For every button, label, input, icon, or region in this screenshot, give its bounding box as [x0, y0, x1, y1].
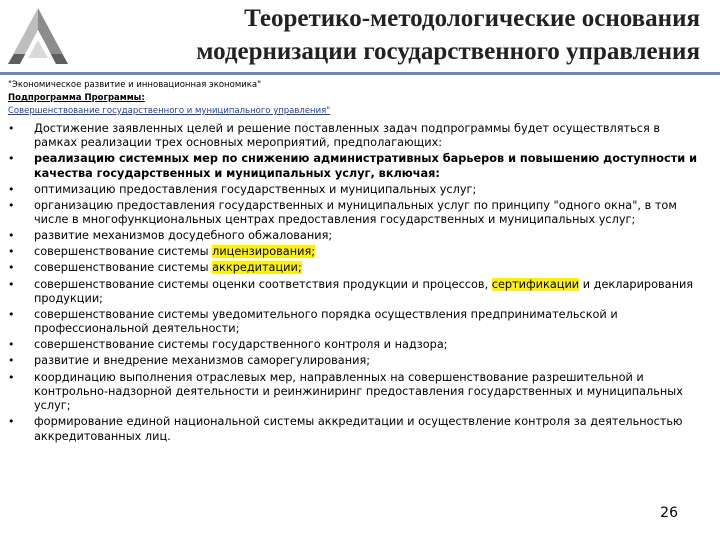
title-line-2: модернизации государственного управления [196, 38, 700, 65]
list-item [8, 308, 698, 337]
list-item [8, 183, 698, 197]
list-item-text: формирование единой национальной системы аккредитации и осуществление контроля за деятельностью аккредитованных лиц. [34, 415, 683, 443]
bullet-icon: • [8, 370, 15, 384]
list-item-text: совершенствование системы [34, 261, 213, 275]
impossible-triangle-logo [6, 6, 70, 70]
list-item-text: развитие и внедрение механизмов саморегулирования; [34, 354, 371, 368]
list-item-text: Достижение заявленных целей и решение поставленных задач подпрограммы будет осуществляться в рамках реализации трех основных мероприятий, предполагающих: [34, 122, 660, 150]
list-item [8, 245, 698, 259]
bullet-icon: • [8, 415, 15, 429]
list-item [8, 354, 698, 368]
list-item-text: координацию выполнения отраслевых мер, направленных на совершенствование разрешительной и контрольно-надзорной деятельности и реинжиниринг предоставления государственных и муниципальных услуг; [34, 370, 683, 413]
bullet-icon: • [8, 198, 15, 212]
list-item [8, 371, 698, 414]
list-item-text: совершенствование системы государственного контроля и надзора; [34, 338, 448, 352]
list-item-text: оптимизацию предоставления государственных и муниципальных услуг; [34, 182, 477, 196]
bullet-list [8, 122, 698, 446]
list-item-text: совершенствование системы уведомительного порядка осуществления предпринимательской и профессиональной деятельности; [34, 307, 618, 336]
bullet-icon: • [8, 182, 15, 196]
bullet-icon: • [8, 338, 15, 352]
list-item [8, 122, 698, 151]
title-line-1: Теоретико-методологические основания [244, 5, 700, 32]
list-item-text: организацию предоставления государственных и муниципальных услуг по принципу "одного окна", в том числе в многофункциональных центрах предоставления государственных и муниципальных услуг; [34, 198, 677, 227]
page-number: 26 [660, 505, 678, 521]
list-item [8, 415, 698, 444]
page-title [90, 2, 700, 68]
list-item [8, 261, 698, 275]
list-item-text: реализацию системных мер по снижению административных барьеров и повышению доступности и качества государственных и муниципальных услуг, включая: [34, 152, 698, 180]
bullet-icon: • [8, 354, 15, 368]
bullet-icon: • [8, 277, 15, 291]
list-item [8, 152, 698, 181]
highlighted-text: сертификации [491, 277, 580, 291]
bullet-icon: • [8, 261, 15, 275]
subprogram-label: Подпрограмма Программы: [8, 93, 145, 103]
list-item-text: совершенствование системы [34, 245, 213, 259]
bullet-icon: • [8, 122, 15, 135]
highlighted-text: аккредитации; [212, 261, 302, 275]
subprogram-name: Совершенствование государственного и муниципального управления" [8, 106, 331, 116]
list-item [8, 199, 698, 228]
bullet-icon: • [8, 307, 15, 321]
bullet-icon: • [8, 152, 15, 166]
bullet-icon: • [8, 229, 15, 243]
list-item [8, 229, 698, 243]
highlighted-text: лицензирования; [212, 245, 316, 259]
title-divider [0, 72, 720, 75]
list-item [8, 338, 698, 352]
list-item-text: совершенствование системы оценки соответствия продукции и процессов, [34, 277, 492, 291]
list-item-text: развитие механизмов досудебного обжалования; [34, 229, 333, 243]
program-name: "Экономическое развитие и инновационная экономика" [8, 80, 262, 90]
list-item-text-tail: и декларирования продукции; [34, 277, 694, 305]
list-item [8, 278, 698, 307]
bullet-icon: • [8, 245, 15, 259]
